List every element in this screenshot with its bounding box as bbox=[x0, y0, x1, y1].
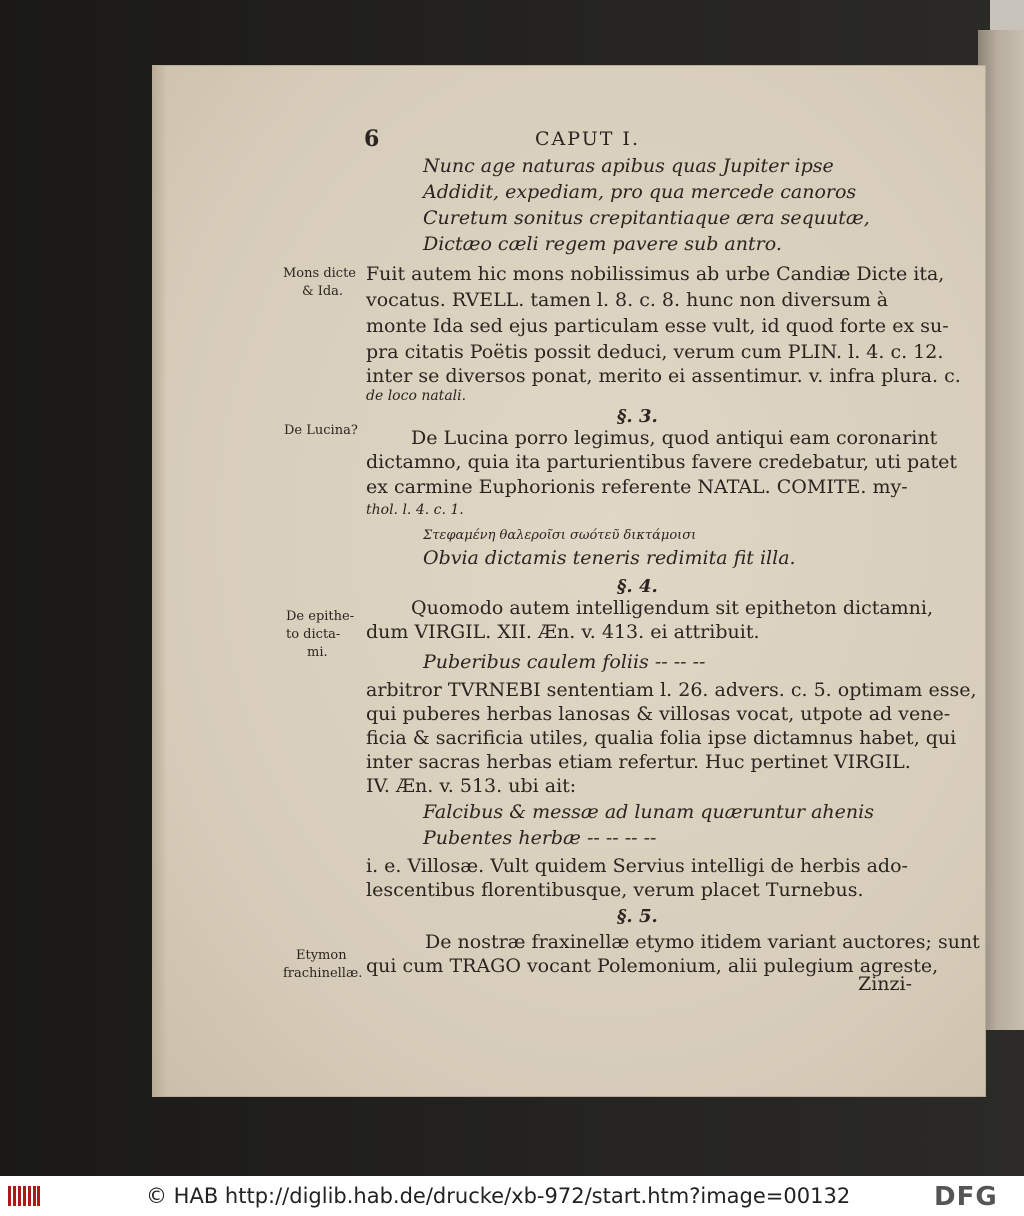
verse-line: Pubentes herbæ -- -- -- -- bbox=[423, 827, 657, 849]
text-line: pra citatis Poëtis possit deduci, verum cum PLIN. l. 4. c. 12. bbox=[366, 341, 944, 363]
text-line: qui cum TRAGO vocant Polemonium, alii pulegium agreste, bbox=[366, 955, 939, 977]
page-number: 6 bbox=[364, 126, 380, 152]
verse-line: Nunc age naturas apibus quas Jupiter ipse bbox=[423, 155, 834, 177]
margin-note: De epithe- bbox=[286, 609, 355, 624]
text-line: inter sacras herbas etiam refertur. Huc pertinet VIRGIL. bbox=[366, 751, 911, 773]
text-line: arbitror TVRNEBI sententiam l. 26. advers. c. 5. optimam esse, bbox=[366, 679, 977, 701]
verse-line: Puberibus caulem foliis -- -- -- bbox=[423, 651, 706, 673]
text-line: i. e. Villosæ. Vult quidem Servius intelligi de herbis ado- bbox=[366, 855, 908, 877]
text-line: dum VIRGIL. XII. Æn. v. 413. ei attribuit. bbox=[366, 621, 760, 643]
page-header: CAPUT I. bbox=[535, 128, 640, 150]
copyright-link[interactable]: © HAB http://diglib.hab.de/drucke/xb-972/start.htm?image=00132 bbox=[146, 1184, 851, 1208]
text-line: lescentibus florentibusque, verum placet Turnebus. bbox=[366, 879, 864, 901]
dfg-logo: DFG bbox=[934, 1182, 998, 1212]
margin-note: Mons dicte bbox=[283, 266, 356, 281]
verse-line: Obvia dictamis teneris redimita fit illa. bbox=[423, 547, 796, 569]
text-line: thol. l. 4. c. 1. bbox=[366, 502, 464, 518]
verse-line: Addidit, expediam, pro qua mercede canoros bbox=[423, 181, 857, 203]
hab-logo-icon bbox=[6, 1182, 42, 1210]
margin-note: mi. bbox=[307, 645, 328, 660]
catchword: Zinzi- bbox=[858, 973, 913, 995]
margin-note: to dicta- bbox=[286, 627, 341, 642]
text-line: ex carmine Euphorionis referente NATAL. COMITE. my- bbox=[366, 476, 908, 498]
section-number: §. 5. bbox=[617, 906, 658, 927]
text-line: qui puberes herbas lanosas & villosas vocat, utpote ad vene- bbox=[366, 703, 951, 725]
text-line: vocatus. RVELL. tamen l. 8. c. 8. hunc non diversum à bbox=[366, 289, 889, 311]
margin-note: & Ida. bbox=[302, 284, 344, 299]
page-gutter-shadow bbox=[153, 66, 167, 1096]
verse-line: Dictæo cæli regem pavere sub antro. bbox=[423, 233, 782, 255]
text-line: Fuit autem hic mons nobilissimus ab urbe Candiæ Dicte ita, bbox=[366, 263, 945, 285]
text-line: monte Ida sed ejus particulam esse vult, id quod forte ex su- bbox=[366, 315, 949, 337]
greek-verse: Στεφαμένη θαλεροῖσι σωότεῦ δικτάμοισι bbox=[423, 528, 697, 543]
verse-line: Falcibus & messæ ad lunam quæruntur ahenis bbox=[423, 801, 874, 823]
margin-note: De Lucina? bbox=[284, 423, 358, 438]
text-line: IV. Æn. v. 513. ubi ait: bbox=[366, 775, 577, 797]
verse-line: Curetum sonitus crepitantiaque æra sequutæ, bbox=[423, 207, 870, 229]
margin-note: Etymon bbox=[296, 948, 347, 963]
text-line: De nostræ fraxinellæ etymo itidem variant auctores; sunt bbox=[425, 931, 980, 953]
text-line: inter se diversos ponat, merito ei assentimur. v. infra plura. c. bbox=[366, 365, 961, 387]
margin-note: frachinellæ. bbox=[283, 966, 363, 981]
text-line: De Lucina porro legimus, quod antiqui eam coronarint bbox=[411, 427, 938, 449]
text-line: ficia & sacrificia utiles, qualia folia ipse dictamnus habet, qui bbox=[366, 727, 957, 749]
section-number: §. 4. bbox=[617, 576, 658, 597]
text-line: de loco natali. bbox=[366, 388, 467, 404]
text-line: dictamno, quia ita parturientibus favere credebatur, uti patet bbox=[366, 451, 958, 473]
text-line: Quomodo autem intelligendum sit epitheton dictamni, bbox=[411, 597, 934, 619]
section-number: §. 3. bbox=[617, 406, 658, 427]
